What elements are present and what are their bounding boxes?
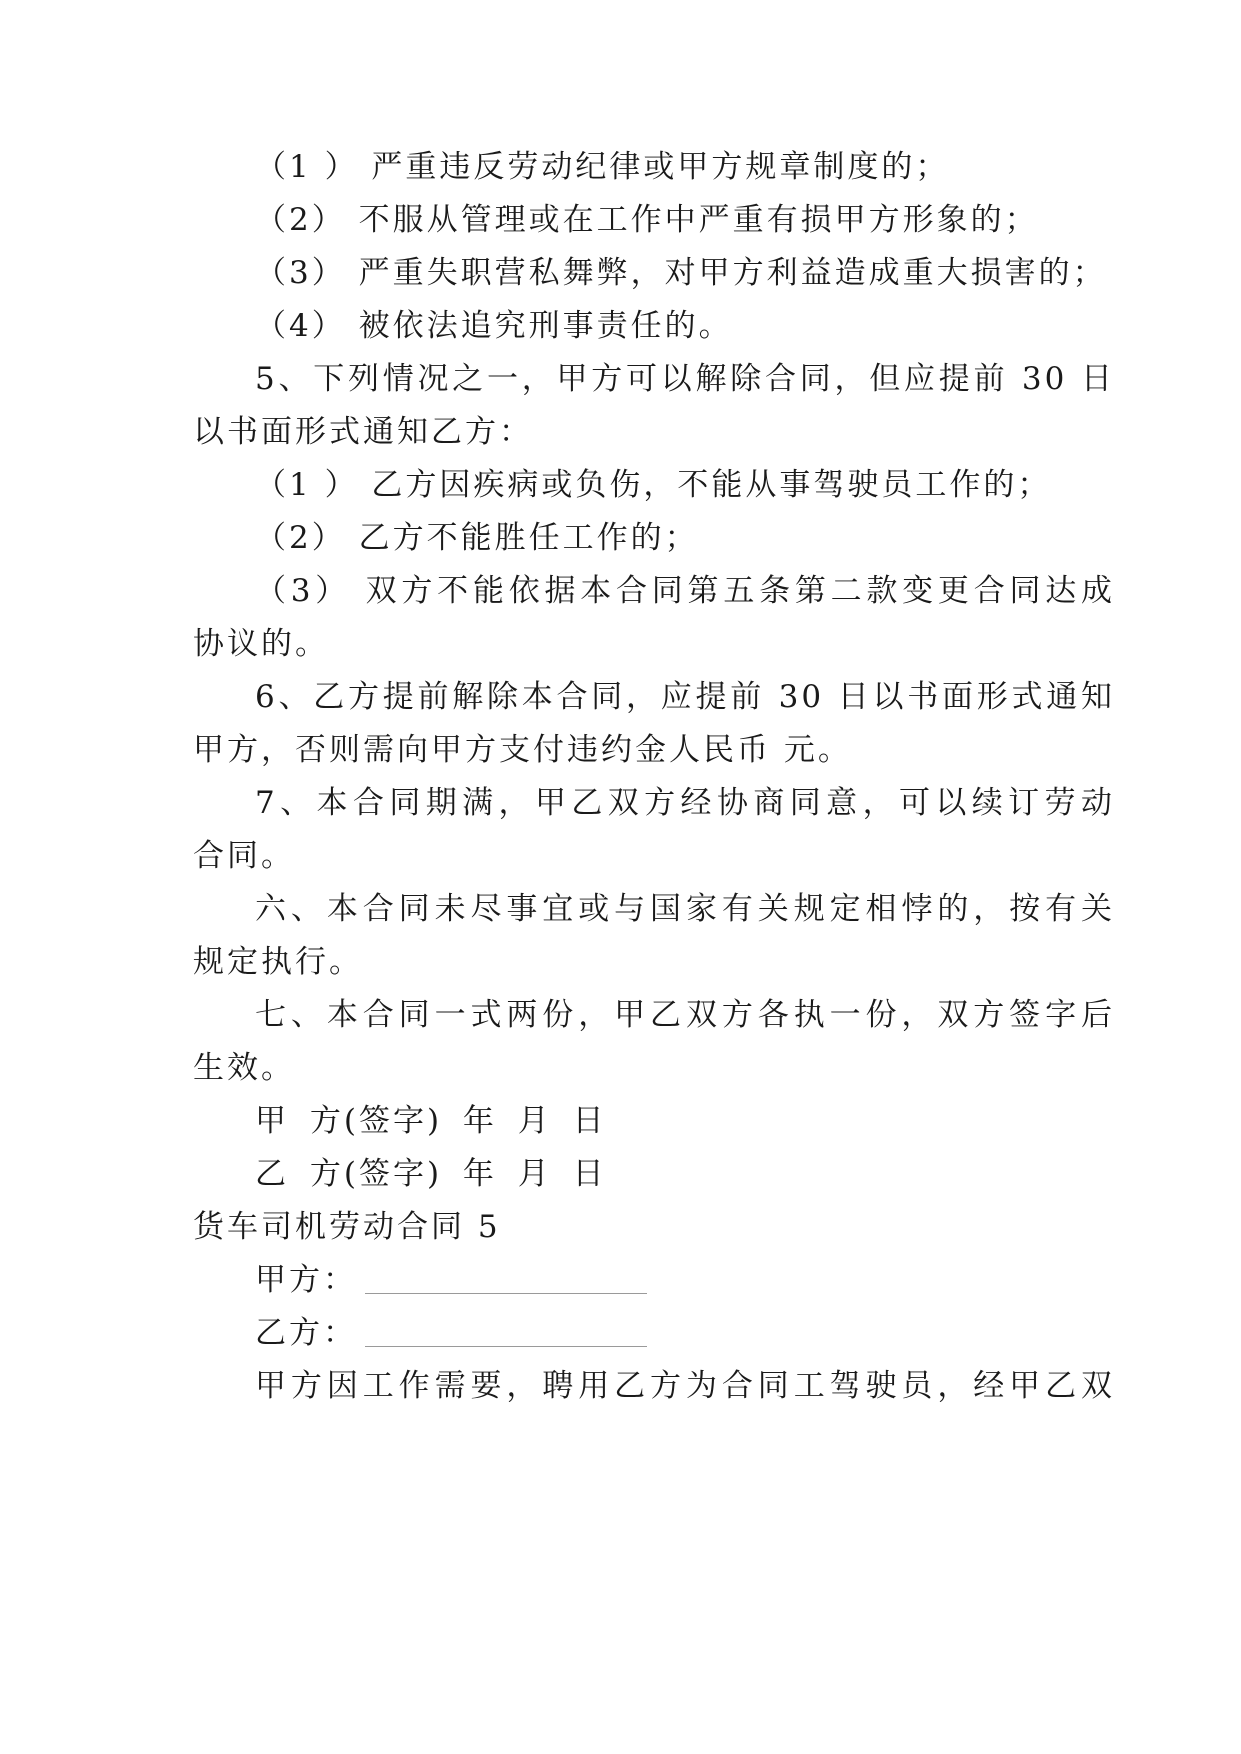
party-a-field — [193, 1260, 1115, 1300]
article-6-text: 六、本合同未尽事宜或与国家有关规定相悖的，按有关 — [255, 891, 1115, 927]
party-a-label: 甲方： — [255, 1262, 357, 1298]
clause-4-item-3: （3） 严重失职营私舞弊，对甲方利益造成重大损害的； — [255, 255, 1107, 291]
party-b-signature-line: 乙 方(签字) 年 月 日 — [255, 1156, 607, 1192]
clause-4-item-2: （2） 不服从管理或在工作中严重有损甲方形象的； — [255, 202, 1039, 238]
clause-7-text-cont: 合同。 — [193, 838, 295, 874]
clause-5-item-3-cont: 协议的。 — [193, 626, 329, 662]
article-6-text-cont: 规定执行。 — [193, 944, 363, 980]
clause-5-item-1: （1 ） 乙方因疾病或负伤，不能从事驾驶员工作的； — [255, 467, 1052, 503]
clause-4-item-1: （1 ） 严重违反劳动纪律或甲方规章制度的； — [255, 149, 950, 185]
article-7-text: 七、本合同一式两份，甲乙双方各执一份，双方签字后 — [255, 997, 1115, 1033]
clause-6-text: 6、乙方提前解除本合同，应提前 30 日以书面形式通知 — [255, 679, 1115, 715]
party-a-blank[interactable] — [365, 1271, 647, 1294]
clause-4-item-4: （4） 被依法追究刑事责任的。 — [255, 308, 733, 344]
clause-7-text: 7、本合同期满，甲乙双方经协商同意，可以续订劳动 — [255, 785, 1115, 821]
section-title: 货车司机劳动合同 5 — [193, 1209, 501, 1245]
intro-paragraph: 甲方因工作需要，聘用乙方为合同工驾驶员，经甲乙双 — [255, 1368, 1115, 1404]
party-b-label: 乙方： — [255, 1315, 357, 1351]
party-b-blank[interactable] — [365, 1324, 647, 1347]
party-a-signature-line: 甲 方(签字) 年 月 日 — [255, 1103, 607, 1139]
article-7-text-cont: 生效。 — [193, 1050, 295, 1086]
clause-5-text: 5、下列情况之一，甲方可以解除合同，但应提前 30 日 — [255, 361, 1115, 397]
clause-5-item-3: （3） 双方不能依据本合同第五条第二款变更合同达成 — [255, 573, 1115, 609]
clause-5-text-cont: 以书面形式通知乙方： — [193, 414, 533, 450]
clause-5-item-2: （2） 乙方不能胜任工作的； — [255, 520, 699, 556]
party-b-field — [193, 1313, 1115, 1353]
clause-6-text-cont: 甲方，否则需向甲方支付违约金人民币 元。 — [193, 732, 852, 768]
